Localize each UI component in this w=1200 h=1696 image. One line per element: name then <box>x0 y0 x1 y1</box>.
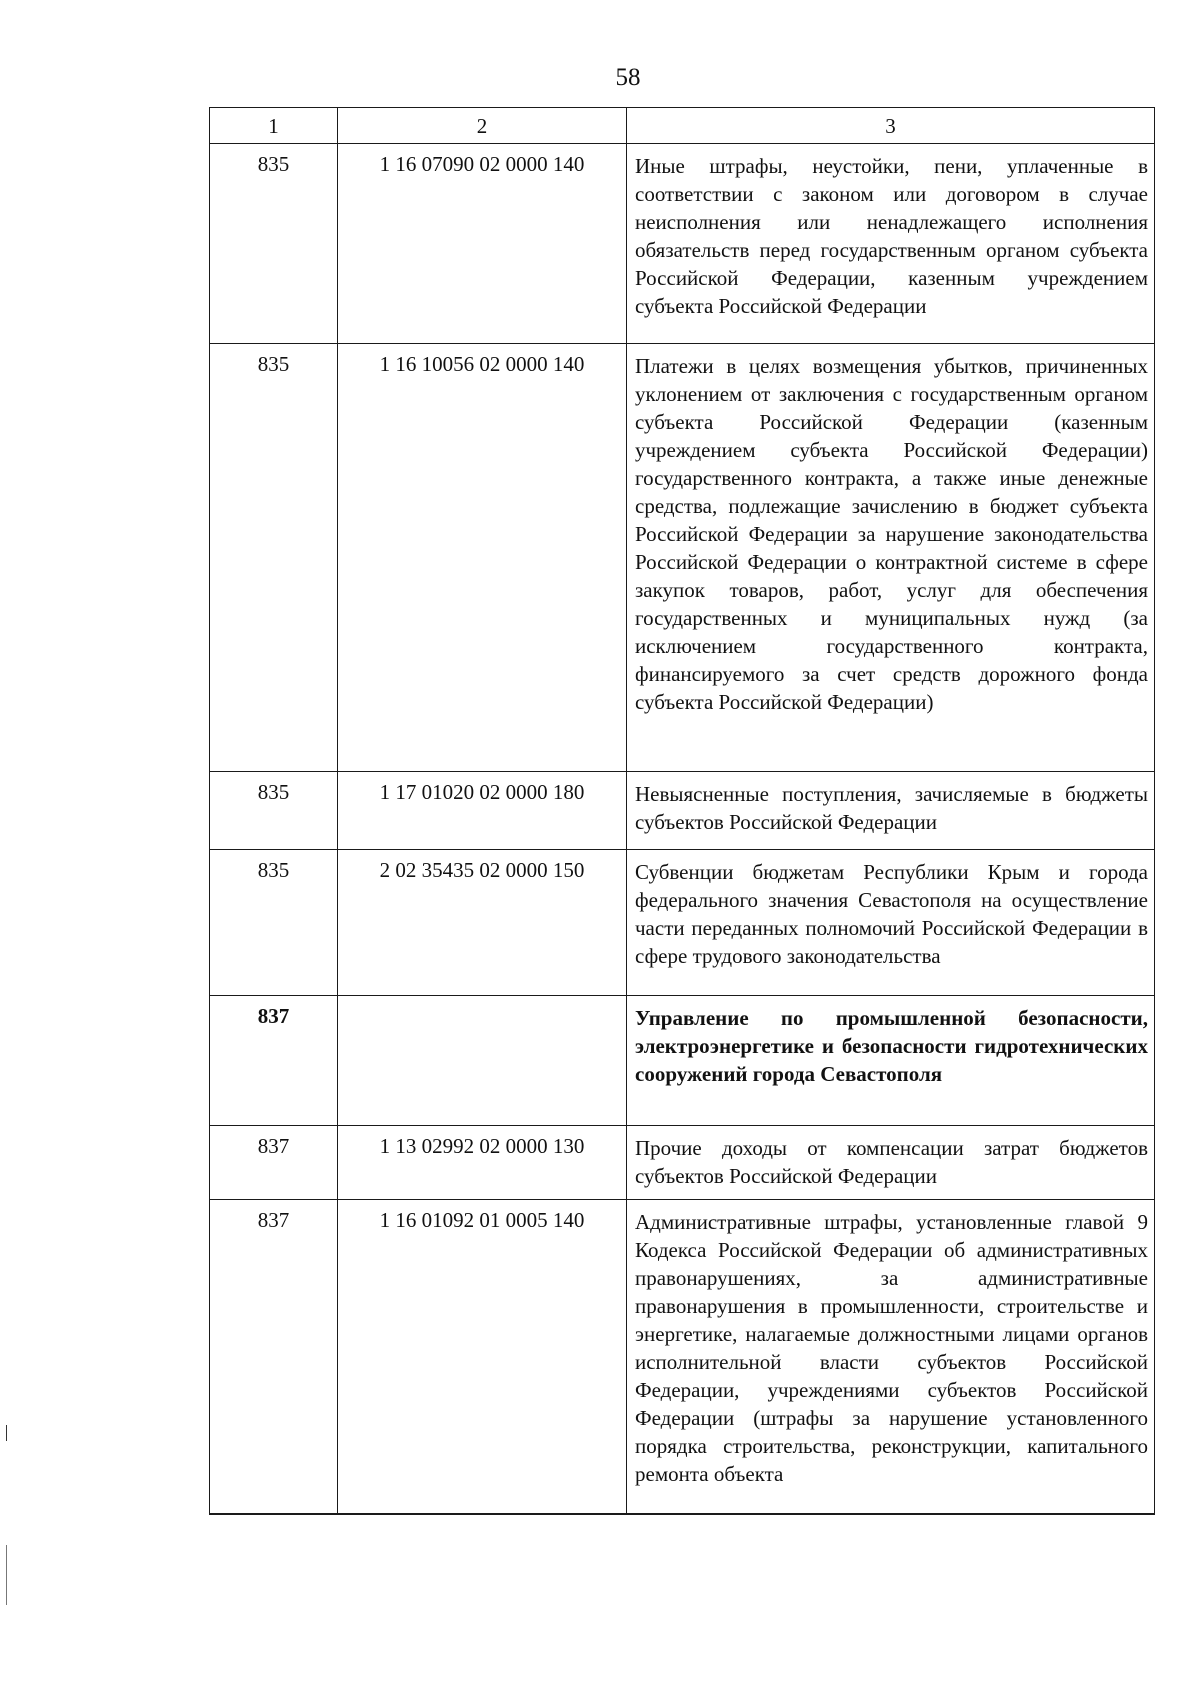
table-row <box>210 344 1155 772</box>
budget-code-cell: 1 16 10056 02 0000 140 <box>338 344 627 772</box>
scan-margin-mark <box>6 1425 7 1441</box>
table-row <box>210 772 1155 850</box>
department-heading-cell: Управление по промышленной безопасности, электроэнергетике и безопасности гидротехнических сооружений города Севастополя <box>627 996 1155 1126</box>
table-row <box>210 850 1155 996</box>
budget-code-cell: 1 16 07090 02 0000 140 <box>338 144 627 344</box>
description-cell: Административные штрафы, установленные главой 9 Кодекса Российской Федерации об административных правонарушениях, за административные правонарушения в промышленности, строительстве и энергетике, налагаемые должностными лицами органов исполнительной власти субъектов Российской Федерации, учреждениями субъектов Российской Федерации (штрафы за нарушение установленного порядка строительства, реконструкции, капитального ремонта объекта <box>627 1200 1155 1514</box>
table-row <box>210 996 1155 1126</box>
admin-code-cell: 835 <box>210 344 338 772</box>
table-header-row <box>210 108 1155 144</box>
page-number: 58 <box>615 64 641 91</box>
table-row <box>210 144 1155 344</box>
description-cell: Платежи в целях возмещения убытков, причиненных уклонением от заключения с государственным органом субъекта Российской Федерации (казенным учреждением субъекта Российской Федерации) государственного контракта, а также иные денежные средства, подлежащие зачислению в бюджет субъекта Российской Федерации за нарушение законодательства Российской Федерации о контрактной системе в сфере закупок товаров, работ, услуг для обеспечения государственных и муниципальных нужд (за исключением государственного контракта, финансируемого за счет средств дорожного фонда субъекта Российской Федерации) <box>627 344 1155 772</box>
column-header-3: 3 <box>627 108 1155 144</box>
description-cell: Субвенции бюджетам Республики Крым и города федерального значения Севастополя на осуществление части переданных полномочий Российской Федерации в сфере трудового законодательства <box>627 850 1155 996</box>
budget-code-cell: 1 13 02992 02 0000 130 <box>338 1126 627 1200</box>
budget-code-cell: 1 17 01020 02 0000 180 <box>338 772 627 850</box>
table-row <box>210 1126 1155 1200</box>
column-header-1: 1 <box>210 108 338 144</box>
description-cell: Прочие доходы от компенсации затрат бюджетов субъектов Российской Федерации <box>627 1126 1155 1200</box>
budget-code-cell: 1 16 01092 01 0005 140 <box>338 1200 627 1514</box>
admin-code-cell: 835 <box>210 772 338 850</box>
table-row <box>210 1200 1155 1514</box>
admin-code-cell: 835 <box>210 144 338 344</box>
admin-code-cell: 837 <box>210 1126 338 1200</box>
budget-revenue-table <box>209 107 1155 1515</box>
description-cell: Иные штрафы, неустойки, пени, уплаченные в соответствии с законом или договором в случае неисполнения или ненадлежащего исполнения обязательств перед государственным органом субъекта Российской Федерации, казенным учреждением субъекта Российской Федерации <box>627 144 1155 344</box>
column-header-2: 2 <box>338 108 627 144</box>
admin-code-cell: 837 <box>210 1200 338 1514</box>
budget-code-cell: 2 02 35435 02 0000 150 <box>338 850 627 996</box>
admin-code-cell: 835 <box>210 850 338 996</box>
admin-code-cell: 837 <box>210 996 338 1126</box>
description-cell: Невыясненные поступления, зачисляемые в бюджеты субъектов Российской Федерации <box>627 772 1155 850</box>
budget-code-cell <box>338 996 627 1126</box>
scan-margin-mark <box>6 1545 7 1605</box>
